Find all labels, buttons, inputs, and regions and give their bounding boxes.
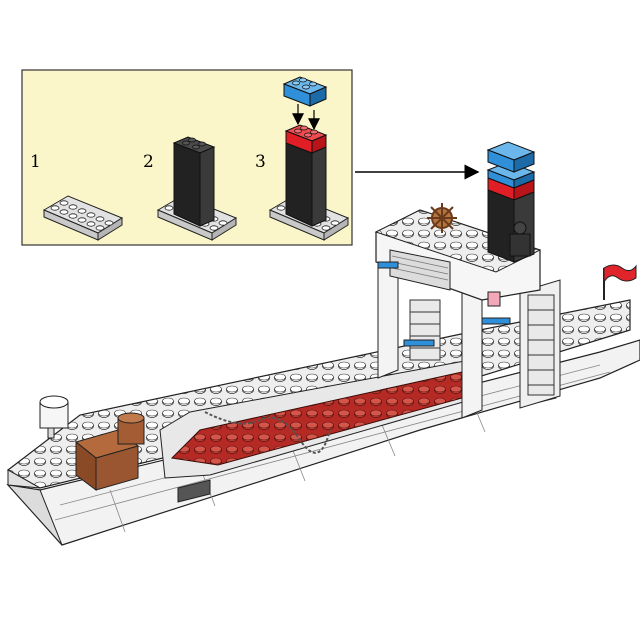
instruction-inset: [22, 70, 352, 245]
step-3-number: 3: [255, 152, 266, 172]
ships-wheel-icon: [427, 203, 457, 233]
step-1-number: 1: [30, 152, 41, 172]
smokestack: [488, 142, 534, 262]
step-2-number: 2: [143, 152, 154, 172]
flag-icon: [604, 265, 636, 300]
